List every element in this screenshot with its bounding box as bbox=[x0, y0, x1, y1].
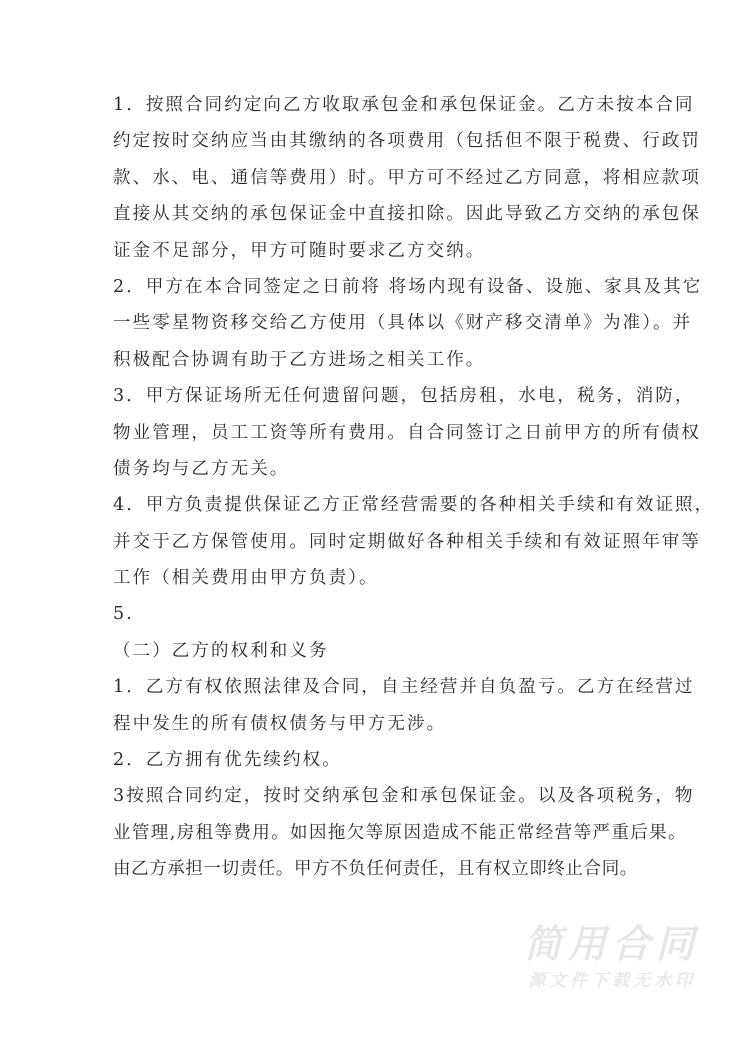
text-line: 3．甲方保证场所无任何遗留问题，包括房租，水电，税务，消防， bbox=[113, 386, 695, 407]
watermark-logo-text: 简用合同 bbox=[523, 922, 700, 966]
section-a-item-3 bbox=[113, 378, 701, 487]
text-line: 程中发生的所有债权债务与甲方无涉。 bbox=[113, 713, 447, 734]
text-line: 证金不足部分，甲方可随时要求乙方交纳。 bbox=[113, 240, 486, 261]
document-page bbox=[113, 87, 715, 888]
section-b-item-2 bbox=[113, 742, 633, 778]
text-line: 约定按时交纳应当由其缴纳的各项费用（包括但不限于税费、行政罚 bbox=[113, 131, 701, 152]
section-b-item-1 bbox=[113, 669, 695, 742]
text-line: 工作（相关费用由甲方负责）。 bbox=[113, 568, 379, 589]
text-line: 5. bbox=[113, 604, 134, 625]
text-line: 3按照合同约定，按时交纳承包金和承包保证金。以及各项税务，物 bbox=[113, 786, 695, 807]
section-a-item-5 bbox=[113, 596, 633, 632]
section-a-item-2 bbox=[113, 269, 703, 378]
section-b-item-3 bbox=[113, 778, 695, 887]
text-line: 4．甲方负责提供保证乙方正常经营需要的各种相关手续和有效证照， bbox=[113, 495, 715, 516]
text-line: 1．按照合同约定向乙方收取承包金和承包保证金。乙方未按本合同 bbox=[113, 95, 695, 115]
watermark bbox=[512, 922, 712, 996]
text-line: 业管理,房租等费用。如因拖欠等原因造成不能正常经营等严重后果。 bbox=[113, 822, 687, 843]
text-line: 由乙方承担一切责任。甲方不负任何责任，且有权立即终止合同。 bbox=[113, 859, 638, 880]
text-line: 一些零星物资移交给乙方使用（具体以《财产移交清单》为准）。并 bbox=[113, 313, 693, 334]
watermark-subtitle: 源文件下载无水印 bbox=[528, 971, 696, 991]
text-line: 物业管理，员工工资等所有费用。自合同签订之日前甲方的所有债权 bbox=[113, 422, 701, 443]
section-a-item-4 bbox=[113, 487, 715, 596]
text-line: 债务均与乙方无关。 bbox=[113, 458, 290, 479]
text-line: 积极配合协调有助于乙方进场之相关工作。 bbox=[113, 349, 486, 370]
text-line: 款、水、电、通信等费用）时。甲方可不经过乙方同意，将相应款项 bbox=[113, 167, 701, 188]
section-b-heading: （二）乙方的权利和义务 bbox=[113, 640, 329, 661]
text-line: 2．乙方拥有优先续约权。 bbox=[113, 750, 342, 771]
text-line: 直接从其交纳的承包保证金中直接扣除。因此导致乙方交纳的承包保 bbox=[113, 204, 701, 225]
text-line: 2．甲方在本合同签定之日前将 将场内现有设备、设施、家具及其它 bbox=[113, 276, 703, 297]
text-line: 1．乙方有权依照法律及合同，自主经营并自负盈亏。乙方在经营过 bbox=[113, 677, 695, 698]
section-a-item-1 bbox=[113, 87, 701, 269]
text-line: 并交于乙方保管使用。同时定期做好各种相关手续和有效证照年审等 bbox=[113, 531, 701, 552]
